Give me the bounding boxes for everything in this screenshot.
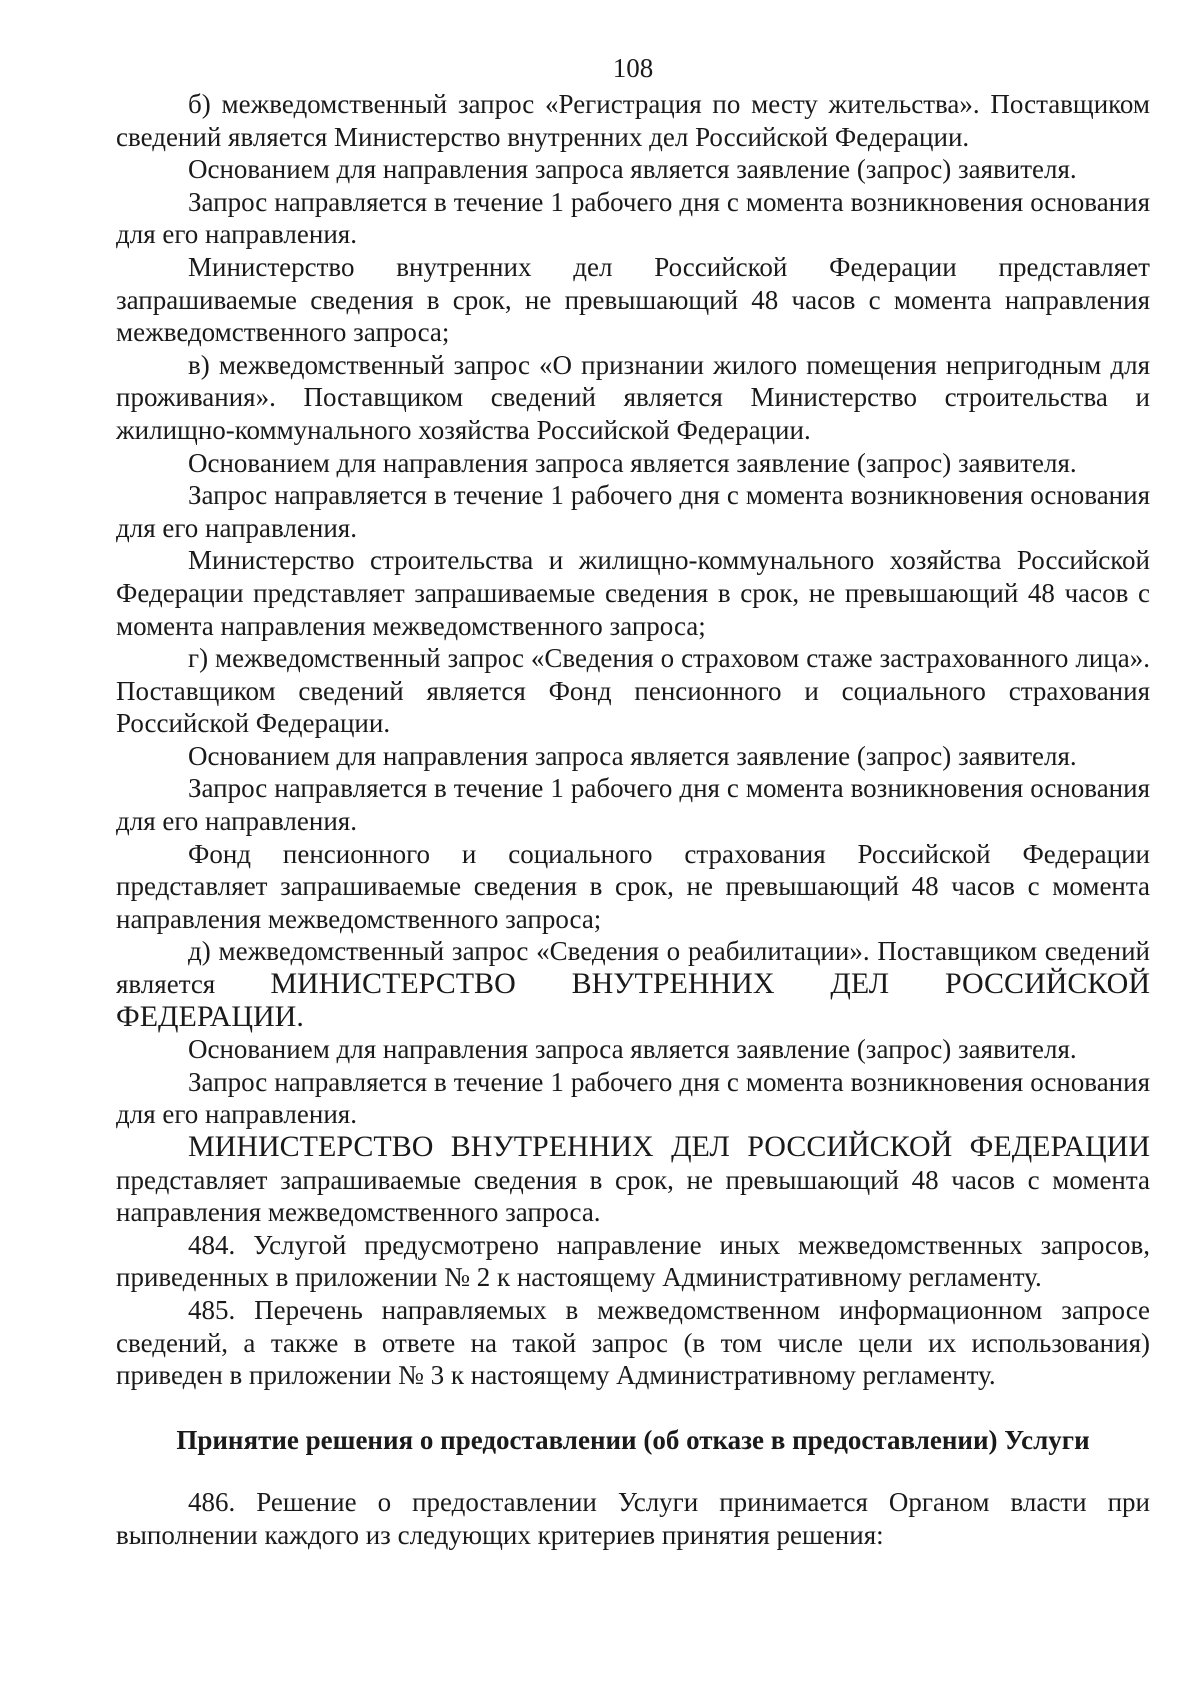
page-number: 108	[612, 53, 654, 83]
paragraph: Основанием для направления запроса является заявление (запрос) заявителя.	[188, 154, 1077, 185]
document-page	[116, 52, 1150, 1552]
paragraph: Запрос направляется в течение 1 рабочего дня с момента возникновения основания для его направления.	[116, 1066, 1150, 1130]
paragraph: в) межведомственный запрос «О признании жилого помещения непригодным для проживания». Поставщиком сведений является Министерство строительства и жилищно-коммунального хозяйства Российской Федерации.	[116, 349, 1150, 445]
paragraph: Министерство внутренних дел Российской Федерации представляет запрашиваемые сведения в срок, не превышающий 48 часов с момента направления межведомственного запроса;	[116, 251, 1150, 348]
paragraph: Основанием для направления запроса является заявление (запрос) заявителя.	[188, 447, 1077, 478]
paragraph-d	[116, 935, 1150, 1033]
paragraph: Запрос направляется в течение 1 рабочего дня с момента возникновения основания для его направления.	[116, 480, 1150, 543]
section-heading: Принятие решения о предоставлении (об отказе в предоставлении) Услуги	[176, 1424, 1090, 1455]
paragraph: Министерство строительства и жилищно-коммунального хозяйства Российской Федерации представляет запрашиваемые сведения в срок, не превышающий 48 часов с момента направления межведомственного запроса;	[116, 545, 1150, 641]
paragraph: б) межведомственный запрос «Регистрация по месту жительства». Поставщиком сведений является Министерство внутренних дел Российской Федерации.	[116, 89, 1150, 152]
paragraph: г) межведомственный запрос «Сведения о страховом стаже застрахованного лица». Поставщиком сведений является Фонд пенсионного и социального страхования Российской Федерации.	[116, 643, 1150, 739]
paragraph-485: 485. Перечень направляемых в межведомственном информационном запросе сведений, а также в ответе на такой запрос (в том числе цели их использования) приведен в приложении № 3 к настоящему Административному регламенту.	[116, 1294, 1150, 1391]
paragraph-d-text: д) межведомственный запрос «Сведения о реабилитации». Поставщиком сведений является	[116, 936, 1150, 1000]
paragraph: Запрос направляется в течение 1 рабочего дня с момента возникновения основания для его направления.	[116, 773, 1150, 837]
paragraph-mvd-caps: МИНИСТЕРСТВО ВНУТРЕННИХ ДЕЛ РОССИЙСКОЙ ФЕДЕРАЦИИ	[188, 1130, 1150, 1163]
paragraph: Основанием для направления запроса является заявление (запрос) заявителя.	[188, 1034, 1077, 1065]
paragraph-mvd	[116, 1131, 1150, 1229]
paragraph-484: 484. Услугой предусмотрено направление иных межведомственных запросов, приведенных в приложении № 2 к настоящему Административному регламенту.	[116, 1229, 1150, 1293]
paragraph: Основанием для направления запроса является заявление (запрос) заявителя.	[188, 740, 1077, 771]
paragraph-mvd-text: представляет запрашиваемые сведения в срок, не превышающий 48 часов с момента направления межведомственного запроса.	[116, 1164, 1150, 1228]
paragraph-486: 486. Решение о предоставлении Услуги принимается Органом власти при выполнении каждого из следующих критериев принятия решения:	[116, 1487, 1150, 1550]
paragraph: Фонд пенсионного и социального страхования Российской Федерации представляет запрашиваемые сведения в срок, не превышающий 48 часов с момента направления межведомственного запроса;	[116, 838, 1150, 934]
paragraph: Запрос направляется в течение 1 рабочего дня с момента возникновения основания для его направления.	[116, 186, 1150, 250]
paragraph-d-caps: МИНИСТЕРСТВО ВНУТРЕННИХ ДЕЛ РОССИЙСКОЙ ФЕДЕРАЦИИ.	[116, 967, 1150, 1033]
